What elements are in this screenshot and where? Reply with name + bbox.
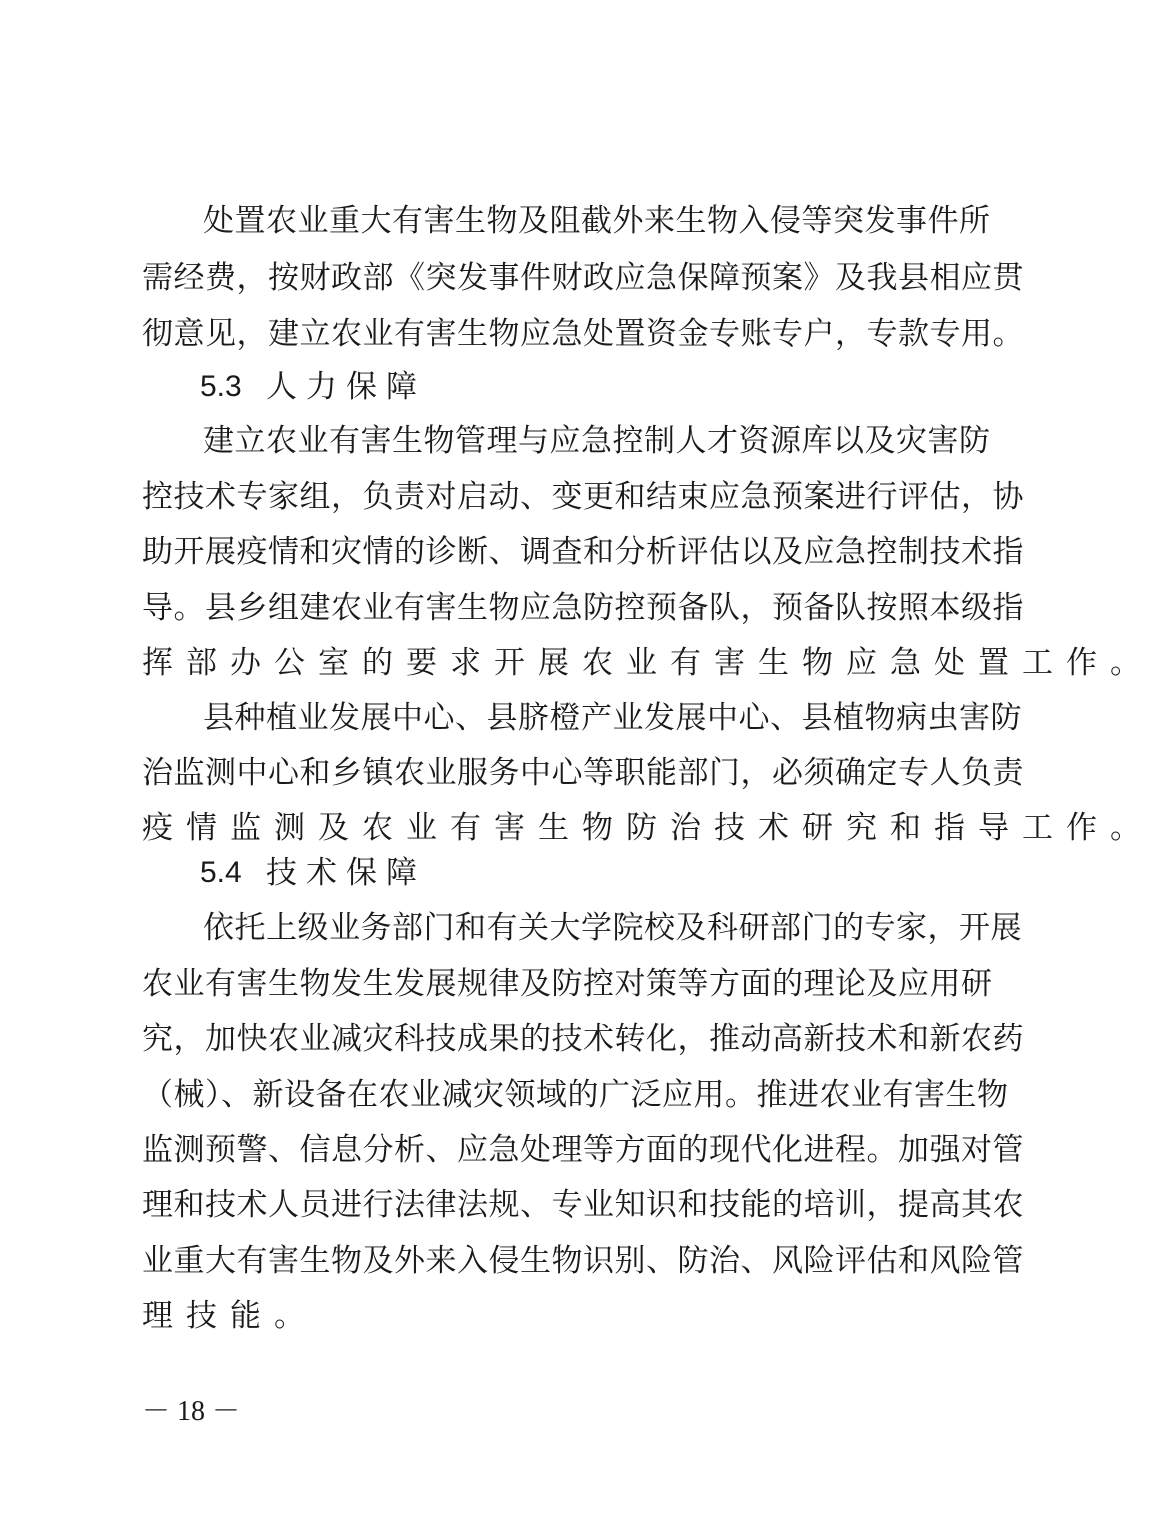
paragraph-4-line-8: 理技能。: [142, 1298, 318, 1334]
paragraph-2-line-4: 导。县乡组建农业有害生物应急防控预备队，预备队按照本级指: [142, 590, 1024, 626]
section-title: 人力保障: [266, 369, 426, 405]
paragraph-2-line-2: 控技术专家组，负责对启动、变更和结束应急预案进行评估，协: [142, 479, 1024, 515]
section-number: 5.3: [200, 370, 242, 403]
paragraph-1-line-1: 处置农业重大有害生物及阻截外来生物入侵等突发事件所: [203, 203, 991, 239]
paragraph-4-line-7: 业重大有害生物及外来入侵生物识别、防治、风险评估和风险管: [142, 1243, 1024, 1279]
section-heading-5-4: [200, 848, 426, 898]
section-title: 技术保障: [266, 855, 426, 891]
paragraph-4-line-1: 依托上级业务部门和有关大学院校及科研部门的专家，开展: [203, 910, 1022, 946]
paragraph-2-line-5: 挥部办公室的要求开展农业有害生物应急处置工作。: [142, 645, 1154, 681]
paragraph-4-line-3: 究，加快农业减灾科技成果的技术转化，推动高新技术和新农药: [142, 1021, 1024, 1057]
paragraph-4-line-6: 理和技术人员进行法律法规、专业知识和技能的培训，提高其农: [142, 1187, 1024, 1223]
paragraph-1-line-2: 需经费，按财政部《突发事件财政应急保障预案》及我县相应贯: [142, 260, 1024, 296]
section-number: 5.4: [200, 856, 242, 889]
section-heading-5-3: [200, 362, 426, 412]
paragraph-4-line-2: 农业有害生物发生发展规律及防控对策等方面的理论及应用研: [142, 966, 993, 1002]
paragraph-2-line-1: 建立农业有害生物管理与应急控制人才资源库以及灾害防: [203, 423, 991, 459]
paragraph-3-line-1: 县种植业发展中心、县脐橙产业发展中心、县植物病虫害防: [203, 700, 1022, 736]
page-number: － 18 －: [142, 1396, 241, 1427]
paragraph-3-line-2: 治监测中心和乡镇农业服务中心等职能部门，必须确定专人负责: [142, 755, 1024, 791]
paragraph-4-line-5: 监测预警、信息分析、应急处理等方面的现代化进程。加强对管: [142, 1132, 1024, 1168]
paragraph-2-line-3: 助开展疫情和灾情的诊断、调查和分析评估以及应急控制技术指: [142, 534, 1024, 570]
paragraph-3-line-3: 疫情监测及农业有害生物防治技术研究和指导工作。: [142, 810, 1154, 846]
paragraph-4-line-4: （械）、新设备在农业减灾领域的广泛应用。推进农业有害生物: [142, 1077, 1009, 1113]
paragraph-1-line-3: 彻意见，建立农业有害生物应急处置资金专账专户，专款专用。: [142, 316, 1024, 352]
